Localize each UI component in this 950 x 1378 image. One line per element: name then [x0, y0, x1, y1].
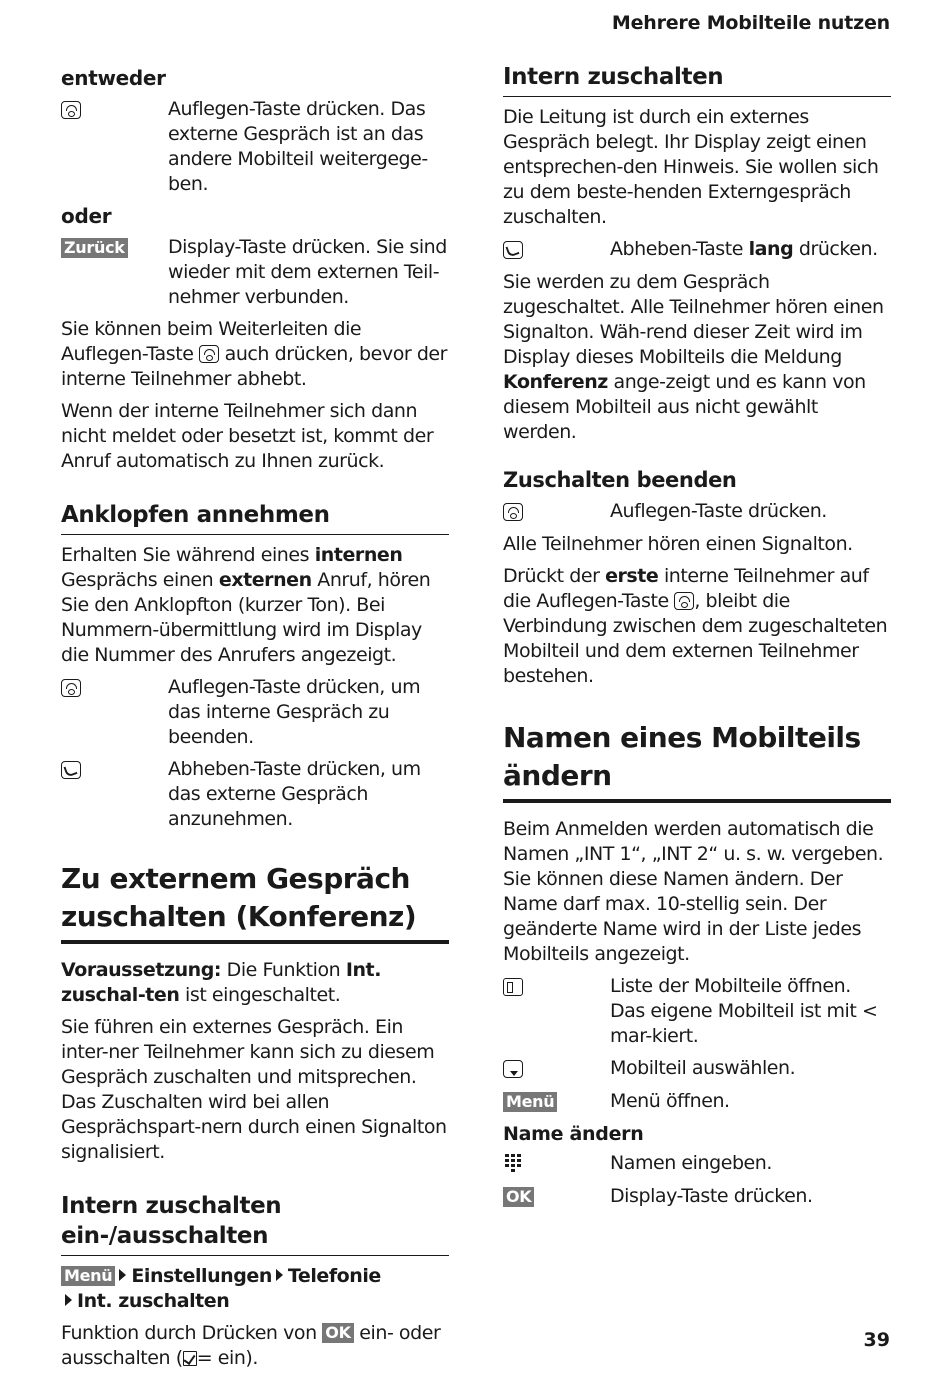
bold-fragment: lang: [748, 238, 794, 260]
text-fragment: Sie können beim Weiterleiten die Auflegen-Taste: [61, 318, 362, 365]
step-description: Auflegen-Taste drücken.: [610, 500, 827, 522]
bold-fragment: Voraussetzung:: [61, 959, 222, 981]
left-column: [61, 62, 449, 1378]
end-call-key-icon: [61, 679, 81, 697]
bold-fragment: externen: [218, 569, 312, 591]
end-call-key-icon: [199, 345, 219, 363]
paragraph-voraussetzung: [61, 958, 449, 1008]
text-fragment: interne Teilnehmer auf die Auflegen-Taste: [503, 565, 869, 612]
heading-ein-aus: Intern zuschalten ein-/ausschalten: [61, 1191, 449, 1256]
ok-display-key: OK: [503, 1187, 534, 1207]
text-fragment: Erhalten Sie während eines: [61, 544, 310, 566]
heading-anklopfen: Anklopfen annehmen: [61, 500, 449, 535]
heading-zuschalten-beenden: Zuschalten beenden: [503, 468, 737, 492]
step-description: Auflegen-Taste drücken, um das interne Gespräch zu beenden.: [168, 676, 421, 748]
menu-display-key: Menü: [61, 1266, 115, 1286]
bold-fragment: erste: [605, 565, 659, 587]
heading-line: zuschalten (Konferenz): [61, 900, 417, 933]
text-fragment: ange-zeigt und es kann von diesem Mobilteil aus nicht gewählt werden.: [503, 371, 866, 443]
step-open-menu: [503, 1089, 891, 1115]
handset-list-icon: [503, 978, 523, 996]
menu-display-key: Menü: [503, 1092, 557, 1112]
bold-fragment: Konferenz: [503, 371, 608, 393]
navigation-down-icon: [503, 1060, 523, 1078]
step-press-ok: [503, 1184, 891, 1210]
running-header: Mehrere Mobilteile nutzen: [611, 12, 890, 34]
text-fragment: , bleibt die Verbindung zwischen dem zugeschalteten Mobilteil und dem externen Teilnehmer bestehen.: [503, 590, 888, 687]
right-column: [503, 62, 891, 1217]
talk-key-icon: [61, 761, 81, 779]
paragraph-ein-aus: [61, 1321, 449, 1371]
checked-checkbox-icon: [183, 1351, 197, 1366]
paragraph-signalton: Alle Teilnehmer hören einen Signalton.: [503, 533, 853, 555]
text-fragment: Drückt der: [503, 565, 600, 587]
arrow-right-icon: [65, 1294, 72, 1306]
menu-path: [61, 1264, 449, 1314]
step-end-conference: [503, 499, 891, 525]
text-fragment: Gesprächs einen: [61, 569, 214, 591]
name-aendern-label: Name ändern: [503, 1123, 644, 1145]
step-enter-name: [503, 1151, 891, 1177]
step-zurueck: [61, 235, 449, 310]
paragraph-zugeschaltet: [503, 270, 891, 445]
end-call-key-icon: [503, 503, 523, 521]
paragraph-erste-teilnehmer: [503, 564, 891, 689]
step-select-handset: [503, 1056, 891, 1082]
menu-path-item: Telefonie: [287, 1265, 381, 1287]
text-fragment: Anruf, hören Sie den Anklopfton (kurzer Ton). Bei Nummern-übermittlung wird im Display die Nummer des Anrufers angezeigt.: [61, 569, 431, 666]
ok-display-key: OK: [322, 1323, 353, 1343]
step-description: [610, 237, 891, 263]
step-description: Liste der Mobilteile öffnen. Das eigene Mobilteil ist mit < mar-kiert.: [610, 975, 878, 1047]
step-description: Display-Taste drücken.: [610, 1185, 813, 1207]
step-accept-external: [61, 757, 449, 832]
paragraph-konferenz: Sie führen ein externes Gespräch. Ein inter-ner Teilnehmer kann sich zu diesem Gespräch zuschalten und mitsprechen. Das Zuschalten wird bei allen Gesprächspart-nern durch einen Signalton signalisiert.: [61, 1016, 447, 1163]
step-talk-long: [503, 237, 891, 263]
entweder-label: entweder: [61, 66, 166, 90]
page-number: 39: [863, 1329, 890, 1351]
step-description: Abheben-Taste drücken, um das externe Gespräch anzunehmen.: [168, 758, 421, 830]
text-fragment: Funktion durch Drücken von: [61, 1322, 317, 1344]
text-fragment: auch drücken, bevor der interne Teilnehmer abhebt.: [61, 343, 448, 390]
step-description: Menü öffnen.: [610, 1090, 730, 1112]
step-open-list: [503, 974, 891, 1049]
arrow-right-icon: [119, 1269, 126, 1281]
oder-label: oder: [61, 204, 112, 228]
keypad-icon: [503, 1153, 523, 1173]
heading-line: ändern: [503, 759, 612, 792]
zurueck-display-key: Zurück: [61, 238, 128, 258]
end-call-key-icon: [61, 101, 81, 119]
text-fragment: Sie werden zu dem Gespräch zugeschaltet. Alle Teilnehmer hören einen Signalton. Wäh-rend dieser Zeit wird im Display dieses Mobilteils die Meldung: [503, 271, 884, 368]
paragraph-intern: Die Leitung ist durch ein externes Gespräch belegt. Ihr Display zeigt einen entsprechen-den Hinweis. Sie wollen sich zu dem beste-henden Externgespräch zuschalten.: [503, 106, 879, 228]
heading-konferenz: [61, 860, 449, 944]
step-end-internal: [61, 675, 449, 750]
paragraph-anklopfen: [61, 543, 449, 668]
heading-line: Namen eines Mobilteils: [503, 721, 861, 754]
text-fragment: ein- oder ausschalten (: [61, 1322, 441, 1369]
text-fragment: Abheben-Taste: [610, 238, 743, 260]
paragraph-zurueck: Wenn der interne Teilnehmer sich dann nicht meldet oder besetzt ist, kommt der Anruf automatisch zu Ihnen zurück.: [61, 400, 434, 472]
menu-path-item: Einstellungen: [131, 1265, 272, 1287]
talk-key-icon: [503, 241, 523, 259]
step-description: Namen eingeben.: [610, 1152, 772, 1174]
text-fragment: = ein).: [196, 1347, 258, 1369]
heading-namen-aendern: [503, 719, 891, 803]
step-end-call: [61, 97, 449, 197]
paragraph-weiterleiten: [61, 317, 449, 392]
text-fragment: drücken.: [798, 238, 878, 260]
step-description: Auflegen-Taste drücken. Das externe Gespräch ist an das andere Mobilteil weitergege-ben.: [168, 98, 428, 195]
arrow-right-icon: [276, 1269, 283, 1281]
text-fragment: ist eingeschaltet.: [185, 984, 341, 1006]
step-description: Display-Taste drücken. Sie sind wieder mit dem externen Teil-nehmer verbunden.: [168, 236, 447, 308]
step-description: Mobilteil auswählen.: [610, 1057, 796, 1079]
end-call-key-icon: [674, 592, 694, 610]
menu-path-item: Int. zuschalten: [77, 1290, 230, 1312]
bold-fragment: Int. zuschal-ten: [61, 959, 381, 1006]
heading-line: Zu externem Gespräch: [61, 862, 410, 895]
heading-intern-zuschalten: Intern zuschalten: [503, 62, 891, 97]
bold-fragment: internen: [314, 544, 403, 566]
text-fragment: Die Funktion: [226, 959, 341, 981]
paragraph-namen: Beim Anmelden werden automatisch die Namen „INT 1“, „INT 2“ u. s. w. vergeben. Sie können diese Namen ändern. Der Name darf max. 10-stellig sein. Der geänderte Name wird in der Liste jedes Mobilteils angezeigt.: [503, 818, 884, 965]
